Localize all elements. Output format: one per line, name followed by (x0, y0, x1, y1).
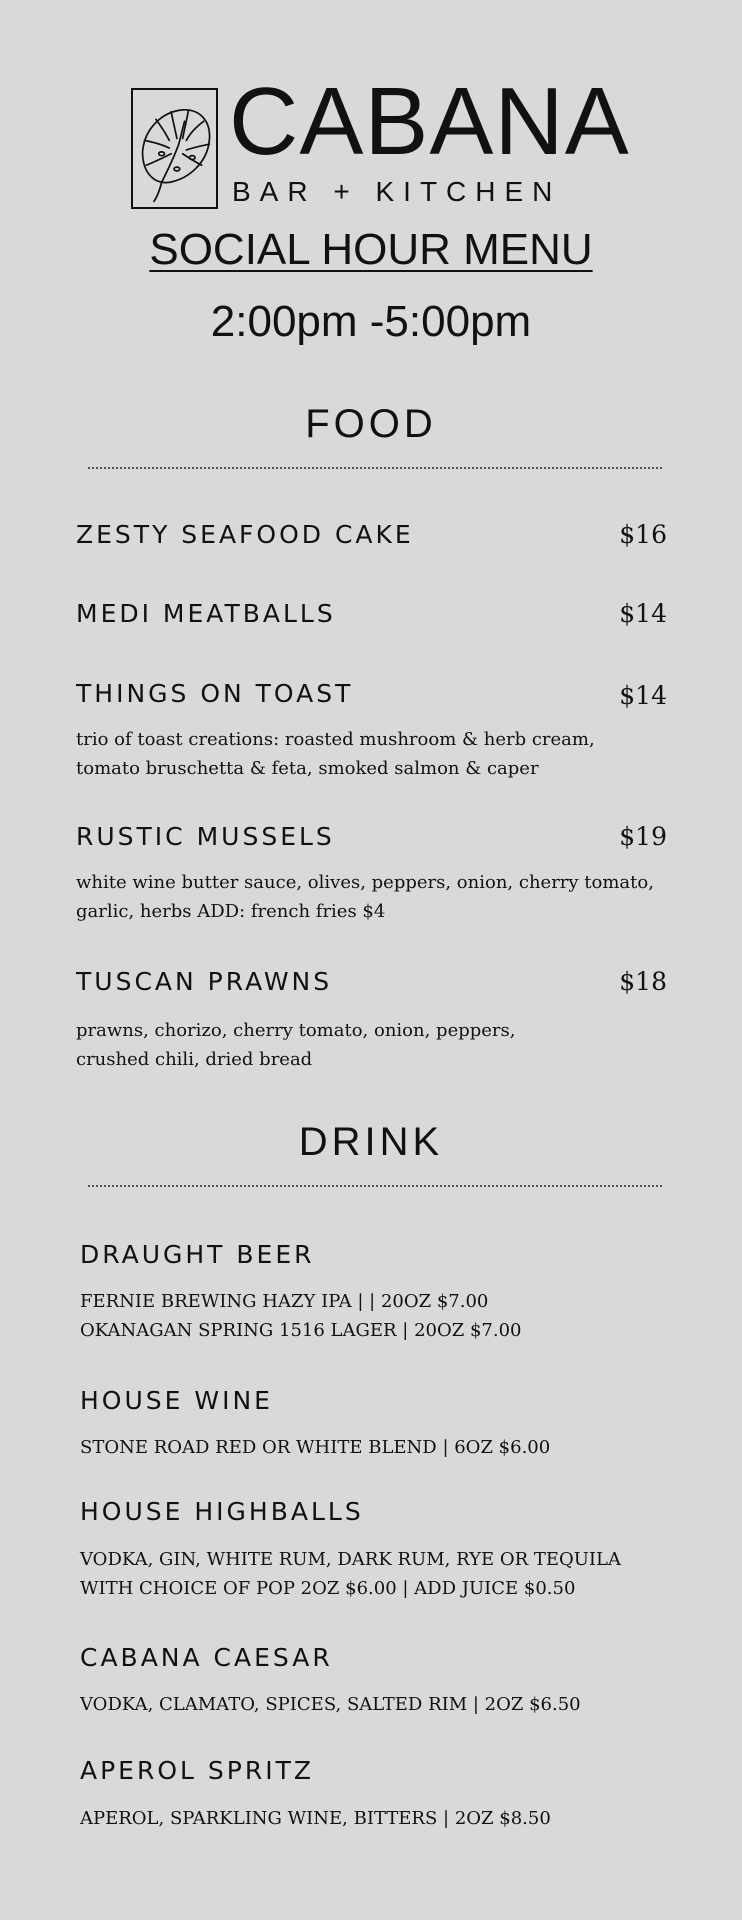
drink-item-name: HOUSE HIGHBALLS (80, 1497, 364, 1526)
food-item-name: RUSTIC MUSSELS (76, 822, 335, 851)
drink-item-name: APEROL SPRITZ (80, 1756, 314, 1785)
description-line: garlic, herbs ADD: french fries $4 (76, 901, 386, 922)
description-line: trio of toast creations: roasted mushroom & herb cream, (76, 729, 595, 750)
description-line: tomato bruschetta & feta, smoked salmon & caper (76, 758, 539, 779)
food-item-name: TUSCAN PRAWNS (76, 967, 333, 996)
drink-item-description (80, 1804, 680, 1833)
description-line: VODKA, GIN, WHITE RUM, DARK RUM, RYE OR TEQUILA (80, 1549, 621, 1570)
food-item-name: THINGS ON TOAST (76, 679, 354, 708)
description-line: STONE ROAD RED OR WHITE BLEND | 6OZ $6.00 (80, 1437, 551, 1458)
description-line: white wine butter sauce, olives, peppers, onion, cherry tomato, (76, 872, 654, 893)
food-item-price: $19 (619, 822, 667, 851)
description-line: prawns, chorizo, cherry tomato, onion, peppers, (76, 1020, 516, 1041)
food-item-price: $18 (619, 967, 667, 996)
menu-title (0, 226, 742, 274)
food-item-price: $14 (619, 681, 667, 710)
drink-item-description (80, 1287, 680, 1345)
food-item-description (76, 868, 676, 926)
food-divider (88, 467, 662, 469)
description-line: WITH CHOICE OF POP 2OZ $6.00 | ADD JUICE $0.50 (80, 1578, 576, 1599)
drink-item-description (80, 1545, 680, 1603)
description-line: APEROL, SPARKLING WINE, BITTERS | 2OZ $8.50 (80, 1808, 551, 1829)
monstera-leaf-icon (131, 88, 218, 209)
drink-item-name: HOUSE WINE (80, 1386, 273, 1415)
drink-item-name: DRAUGHT BEER (80, 1240, 315, 1269)
food-item-price: $16 (619, 520, 667, 549)
drink-item-name: CABANA CAESAR (80, 1643, 333, 1672)
drink-divider (88, 1185, 662, 1187)
description-line: FERNIE BREWING HAZY IPA | | 20OZ $7.00 (80, 1291, 489, 1312)
food-item-price: $14 (619, 599, 667, 628)
brand-name: CABANA (229, 68, 630, 175)
food-item-name: MEDI MEATBALLS (76, 599, 336, 628)
drink-item-description (80, 1433, 680, 1462)
food-item-description (76, 1016, 676, 1074)
drink-item-description (80, 1690, 680, 1719)
food-item-description (76, 725, 676, 783)
food-item-name: ZESTY SEAFOOD CAKE (76, 520, 414, 549)
brand-logo (131, 68, 630, 213)
food-heading: FOOD (305, 402, 437, 446)
description-line: VODKA, CLAMATO, SPICES, SALTED RIM | 2OZ $6.50 (80, 1694, 581, 1715)
description-line: crushed chili, dried bread (76, 1049, 313, 1070)
description-line: OKANAGAN SPRING 1516 LAGER | 20OZ $7.00 (80, 1320, 522, 1341)
menu-hours: 2:00pm -5:00pm (210, 297, 532, 346)
brand-subtitle: BAR + KITCHEN (232, 176, 562, 207)
drink-heading: DRINK (298, 1120, 444, 1164)
menu-title-text: SOCIAL HOUR MENU (149, 225, 593, 274)
